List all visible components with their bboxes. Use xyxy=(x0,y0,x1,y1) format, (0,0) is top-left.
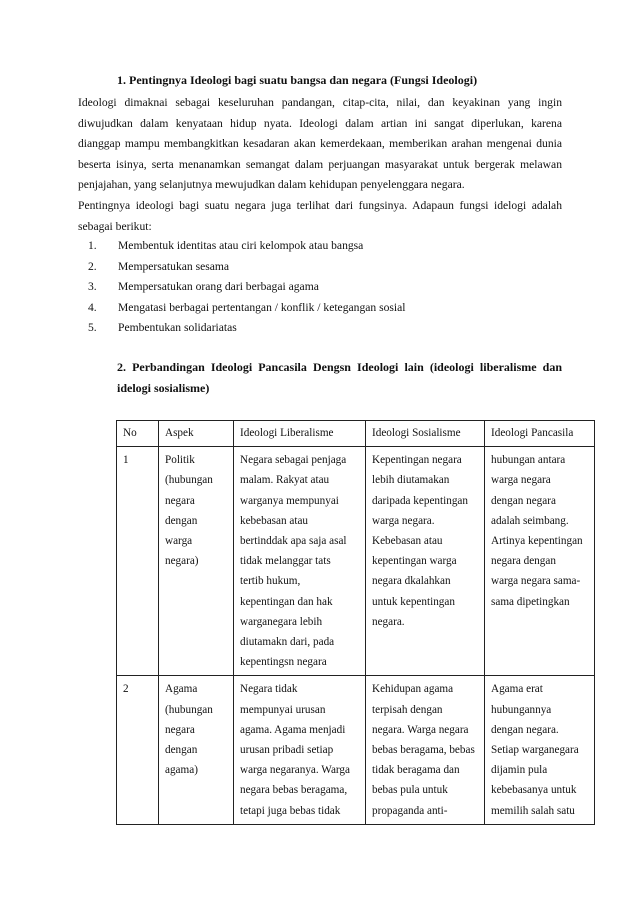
cell-text-line: hubungannya xyxy=(491,703,552,716)
section-2-heading xyxy=(117,357,562,399)
cell-text-line: warga xyxy=(165,535,193,548)
cell-pancasila xyxy=(485,447,595,676)
list-item-text: Mempersatukan sesama xyxy=(118,259,230,273)
list-item xyxy=(88,298,406,319)
cell-text-line: agama. Agama menjadi xyxy=(240,723,346,736)
cell-text-line: Agama erat xyxy=(491,683,543,696)
list-item-text: Mempersatukan orang dari berbagai agama xyxy=(118,280,319,294)
cell-text-line: kebebasanya untuk xyxy=(491,784,577,797)
cell-text-line: agama) xyxy=(165,764,198,777)
section-1-heading: 1. Pentingnya Ideologi bagi suatu bangsa dan negara (Fungsi Ideologi) xyxy=(117,73,478,87)
cell-text-line: tidak melanggar tats xyxy=(240,555,331,568)
cell-text-line: tetapi juga bebas tidak xyxy=(240,804,341,817)
cell-text-line: warganegara lebih xyxy=(240,615,323,628)
cell-text-line: Setiap warganegara xyxy=(491,744,579,757)
cell-text-line: warganya mempunyai xyxy=(240,494,339,507)
row-number-cell: 1 xyxy=(117,447,159,676)
cell-text-line: untuk kepentingan xyxy=(372,595,455,608)
list-item xyxy=(88,277,406,298)
cell-text-line: kepentingan dan hak xyxy=(240,595,333,608)
cell-text-line: Kepentingan negara xyxy=(372,454,462,467)
cell-text-line: bertinddak apa saja asal xyxy=(240,535,347,548)
list-item-text: Membentuk identitas atau ciri kelompok atau bangsa xyxy=(118,239,364,252)
cell-text-line: negara. xyxy=(372,615,405,628)
list-item xyxy=(88,318,406,339)
cell-text-line: tertib hukum, xyxy=(240,575,301,588)
cell-text-line: tidak beragama dan xyxy=(372,764,460,777)
cell-text-line: bebas beragama, bebas xyxy=(372,744,475,757)
table-row xyxy=(117,676,595,824)
cell-text-line: Artinya kepentingan xyxy=(491,535,583,548)
paragraph-line: dianggap mampu membangkitkan kesadaran akan kemerdekaan, memberikan arahan mengenai dunia xyxy=(78,137,562,151)
cell-text-line: hubungan antara xyxy=(491,454,566,467)
table-row xyxy=(117,447,595,676)
cell-text-line: mempunyai urusan xyxy=(240,703,326,716)
cell-text-line: negara bebas beragama, xyxy=(240,784,348,797)
cell-text-line: dengan xyxy=(165,744,198,757)
paragraph-line: sebagai berikut: xyxy=(78,219,152,233)
cell-text-line: kebebasan atau xyxy=(240,514,309,527)
cell-text-line: malam. Rakyat atau xyxy=(240,474,330,487)
cell-text-line: adalah seimbang. xyxy=(491,514,569,527)
heading-line: idelogi sosialisme) xyxy=(117,381,210,395)
column-header: Aspek xyxy=(159,421,234,447)
list-item-number: 5. xyxy=(88,321,97,335)
cell-text-line: dijamin pula xyxy=(491,764,548,777)
table-header-row xyxy=(117,421,595,447)
cell-text-line: urusan pribadi setiap xyxy=(240,744,334,757)
list-item xyxy=(88,236,406,257)
cell-text-line: negara xyxy=(165,723,195,736)
column-header: Ideologi Pancasila xyxy=(485,421,595,447)
cell-text-line: propaganda anti- xyxy=(372,804,448,817)
list-item-text: Pembentukan solidariatas xyxy=(118,321,237,335)
paragraph-line: Ideologi dimaknai sebagai keseluruhan pandangan, citap-cita, nilai, dan keyakinan yang ingin xyxy=(78,96,562,109)
ideology-function-list xyxy=(88,236,406,339)
cell-sosialisme xyxy=(366,676,485,824)
cell-text-line: terpisah dengan xyxy=(372,703,443,716)
cell-text-line: Negara sebagai penjaga xyxy=(240,454,347,467)
cell-text-line: Agama xyxy=(165,683,198,696)
cell-text-line: warga negara sama- xyxy=(491,575,581,588)
cell-text-line: (hubungan xyxy=(165,474,213,487)
cell-text-line: warga negara xyxy=(491,474,551,487)
cell-liberalisme xyxy=(234,676,366,824)
cell-aspek xyxy=(159,676,234,824)
cell-text-line: dengan negara xyxy=(491,494,556,507)
cell-liberalisme xyxy=(234,447,366,676)
list-item-number: 1. xyxy=(88,239,97,252)
cell-text-line: diutamakn dari, pada xyxy=(240,636,335,649)
cell-text-line: memilih salah satu xyxy=(491,804,575,817)
cell-text-line: negara xyxy=(165,494,195,507)
cell-aspek xyxy=(159,447,234,676)
list-item xyxy=(88,257,406,278)
cell-text-line: negara dkalahkan xyxy=(372,575,451,588)
cell-text-line: lebih diutamakan xyxy=(372,474,450,487)
cell-text-line: kepentingsn negara xyxy=(240,656,327,669)
list-item-number: 4. xyxy=(88,300,97,314)
cell-text-line: Negara tidak xyxy=(240,683,298,696)
paragraph-line: beserta isinya, serta menanamkan semangat dalam perjuangan masyarakat untuk bergerak melawan xyxy=(78,157,562,171)
column-header: Ideologi Liberalisme xyxy=(234,421,366,447)
ideology-comparison-table xyxy=(116,420,595,825)
cell-pancasila xyxy=(485,676,595,824)
cell-text-line: Kehidupan agama xyxy=(372,683,454,696)
cell-text-line: kepentingan warga xyxy=(372,555,457,568)
cell-text-line: warga negaranya. Warga xyxy=(240,764,350,777)
column-header: Ideologi Sosialisme xyxy=(366,421,485,447)
heading-line: 2. Perbandingan Ideologi Pancasila Dengsn Ideologi lain (ideologi liberalisme dan xyxy=(117,360,562,374)
paragraph-line: penjajahan, yang selanjutnya mewujudkan dalam kehidupan penyelenggara negara. xyxy=(78,178,465,192)
paragraph-line: Pentingnya ideologi bagi suatu negara juga terlihat dari fungsinya. Adapaun fungsi idelogi adalah xyxy=(78,199,562,212)
row-number-cell: 2 xyxy=(117,676,159,824)
cell-text-line: warga negara. xyxy=(372,514,435,527)
cell-text-line: negara dengan xyxy=(491,555,556,568)
cell-text-line: (hubungan xyxy=(165,703,213,716)
list-item-number: 3. xyxy=(88,280,97,294)
cell-text-line: negara) xyxy=(165,555,199,568)
list-item-number: 2. xyxy=(88,259,97,273)
cell-text-line: Politik xyxy=(165,454,195,467)
cell-text-line: sama dipetingkan xyxy=(491,595,570,608)
column-header: No xyxy=(117,421,159,447)
cell-text-line: Kebebasan atau xyxy=(372,535,443,548)
cell-text-line: dengan negara. xyxy=(491,723,559,736)
cell-text-line: dengan xyxy=(165,514,198,527)
cell-text-line: negara. Warga negara xyxy=(372,723,469,736)
list-item-text: Mengatasi berbagai pertentangan / konflik / ketegangan sosial xyxy=(118,300,406,314)
paragraph-line: diwujudkan dalam kenyataan hidup nyata. Ideologi dalam artian ini sangat diperlukan, karena xyxy=(78,116,562,130)
section-1-paragraph-2 xyxy=(78,196,562,237)
section-1-paragraph-1 xyxy=(78,93,562,196)
cell-text-line: bebas pula untuk xyxy=(372,784,448,797)
cell-sosialisme xyxy=(366,447,485,676)
cell-text-line: daripada kepentingan xyxy=(372,494,468,507)
